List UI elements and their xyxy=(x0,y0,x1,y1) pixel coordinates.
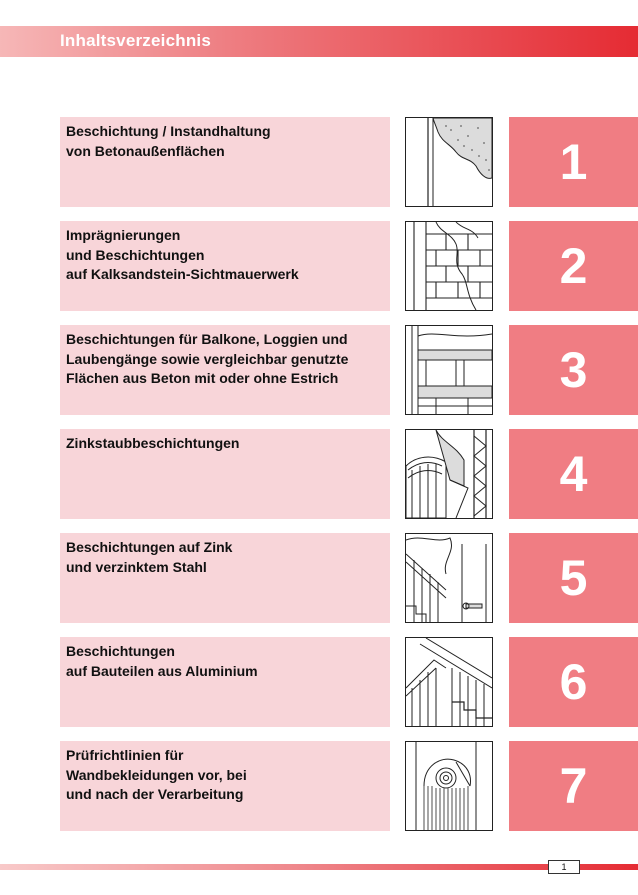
toc-entry-line: und nach der Verarbeitung xyxy=(66,786,244,802)
balcony-icon xyxy=(405,325,493,415)
toc-entry-line: Beschichtung / Instandhaltung xyxy=(66,123,271,139)
chapter-number: 4 xyxy=(509,429,638,519)
toc-entry-5[interactable] xyxy=(0,533,638,623)
toc-entry-line: Wandbekleidungen vor, bei xyxy=(66,766,247,783)
toc-entry-line: und verzinktem Stahl xyxy=(66,558,207,575)
toc-entry-line: Flächen aus Beton mit oder ohne Estrich xyxy=(66,370,339,386)
toc-entry-line: auf Bauteilen aus Aluminium xyxy=(66,662,258,679)
chapter-number: 3 xyxy=(509,325,638,415)
toc-entry-text xyxy=(60,637,390,727)
header-bar xyxy=(0,26,638,57)
wall-covering-roll-icon xyxy=(405,741,493,831)
toc-entry-line: Beschichtungen auf Zink xyxy=(66,539,233,555)
toc-entry-line: von Betonaußenflächen xyxy=(66,142,225,159)
toc-entry-text xyxy=(60,741,390,831)
chapter-number: 1 xyxy=(509,117,638,207)
page-number: 1 xyxy=(548,860,580,874)
galvanized-railing-icon xyxy=(405,533,493,623)
toc-entry-1[interactable] xyxy=(0,117,638,207)
toc-entry-line: Zinkstaubbeschichtungen xyxy=(66,435,240,451)
chapter-number: 5 xyxy=(509,533,638,623)
toc-entry-line: Beschichtungen xyxy=(66,643,175,659)
chapter-number: 2 xyxy=(509,221,638,311)
toc-entry-text xyxy=(60,429,390,519)
concrete-wall-icon xyxy=(405,117,493,207)
toc-entry-7[interactable] xyxy=(0,741,638,831)
footer-bar xyxy=(0,864,638,870)
toc-entry-text xyxy=(60,533,390,623)
page-title: Inhaltsverzeichnis xyxy=(60,31,211,50)
toc-entry-6[interactable] xyxy=(0,637,638,727)
toc-entry-3[interactable] xyxy=(0,325,638,415)
toc-entry-text xyxy=(60,221,390,311)
toc-entry-2[interactable] xyxy=(0,221,638,311)
chapter-number: 6 xyxy=(509,637,638,727)
toc-entry-line: Prüfrichtlinien für xyxy=(66,747,184,763)
toc-entry-line: Imprägnierungen xyxy=(66,227,181,243)
chapter-number: 7 xyxy=(509,741,638,831)
aluminium-stairs-icon xyxy=(405,637,493,727)
brick-wall-icon xyxy=(405,221,493,311)
toc-entry-line: Beschichtungen für Balkone, Loggien und xyxy=(66,331,348,347)
toc-entry-line: auf Kalksandstein-Sichtmauerwerk xyxy=(66,266,299,282)
toc-entry-text xyxy=(60,117,390,207)
toc-entry-text xyxy=(60,325,390,415)
steel-structure-icon xyxy=(405,429,493,519)
toc-entry-4[interactable] xyxy=(0,429,638,519)
toc-entry-line: Laubengänge sowie vergleichbar genutzte xyxy=(66,350,349,367)
toc-entry-line: und Beschichtungen xyxy=(66,246,205,263)
